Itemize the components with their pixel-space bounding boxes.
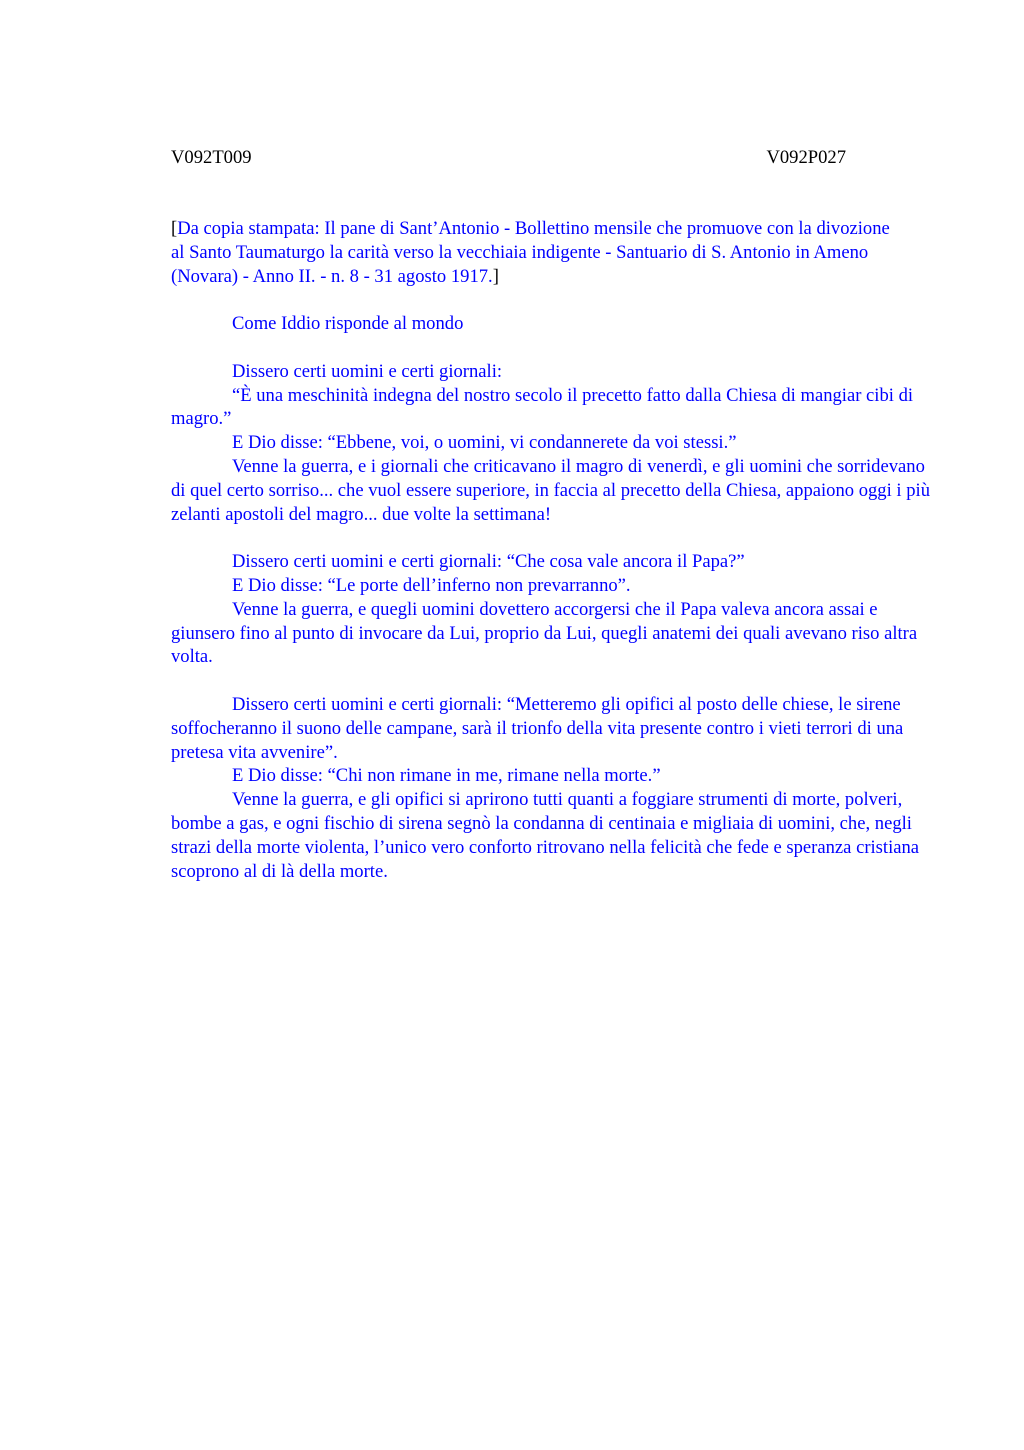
- document-body: [171, 217, 931, 883]
- paragraph: Dissero certi uomini e certi giornali:: [232, 360, 503, 382]
- article-title: Come Iddio risponde al mondo: [232, 313, 464, 335]
- source-note: [171, 217, 891, 288]
- page-header: [171, 146, 846, 170]
- document-code: V092T009: [171, 147, 252, 168]
- source-close-bracket: ]: [492, 265, 499, 287]
- source-open-bracket: [: [171, 218, 178, 239]
- paragraph: Venne la guerra, e quegli uomini dovettero accorgersi che il Papa valeva ancora assai e giunsero fino al punto di invocare da Lui, proprio da Lui, quegli anatemi dei quali avevano riso altra volta.: [171, 598, 918, 668]
- paragraph: E Dio disse: “Le porte dell’inferno non prevarranno”.: [232, 574, 631, 596]
- paragraph: Venne la guerra, e gli opifici si aprirono tutti quanti a foggiare strumenti di morte, polveri, bombe a gas, e ogni fischio di sirena segnò la condanna di centinaia e migliaia di uomini, che, negli strazi della morte violenta, l’unico vero conforto ritrovano nella felicità che fede e speranza cristiana scoprono al di là della morte.: [171, 789, 920, 882]
- paragraph: Dissero certi uomini e certi giornali: “Metteremo gli opifici al posto delle chiese, le sirene soffocheranno il suono delle campane, sarà il trionfo della vita presente contro i vieti terrori di una pretesa vita avvenire”.: [171, 693, 904, 763]
- page-code: V092P027: [766, 147, 846, 168]
- paragraph: Venne la guerra, e i giornali che criticavano il magro di venerdì, e gli uomini che sorridevano di quel certo sorriso... che vuol essere superiore, in faccia al precetto della Chiesa, appaiono oggi i più zelanti apostoli del magro... due volte la settimana!: [171, 455, 930, 525]
- paragraph: Dissero certi uomini e certi giornali: “Che cosa vale ancora il Papa?”: [232, 551, 745, 573]
- source-text: Da copia stampata: Il pane di Sant’Antonio - Bollettino mensile che promuove con la divozione al Santo Taumaturgo la carità verso la vecchiaia indigente - Santuario di S. Antonio in Ameno (Novara) - Anno II. - n. 8 - 31 agosto 1917.: [171, 218, 890, 287]
- paragraph: E Dio disse: “Chi non rimane in me, rimane nella morte.”: [232, 765, 661, 787]
- paragraph: E Dio disse: “Ebbene, voi, o uomini, vi condannerete da voi stessi.”: [232, 432, 737, 454]
- paragraph: “È una meschinità indegna del nostro secolo il precetto fatto dalla Chiesa di mangiar cibi di magro.”: [171, 384, 914, 430]
